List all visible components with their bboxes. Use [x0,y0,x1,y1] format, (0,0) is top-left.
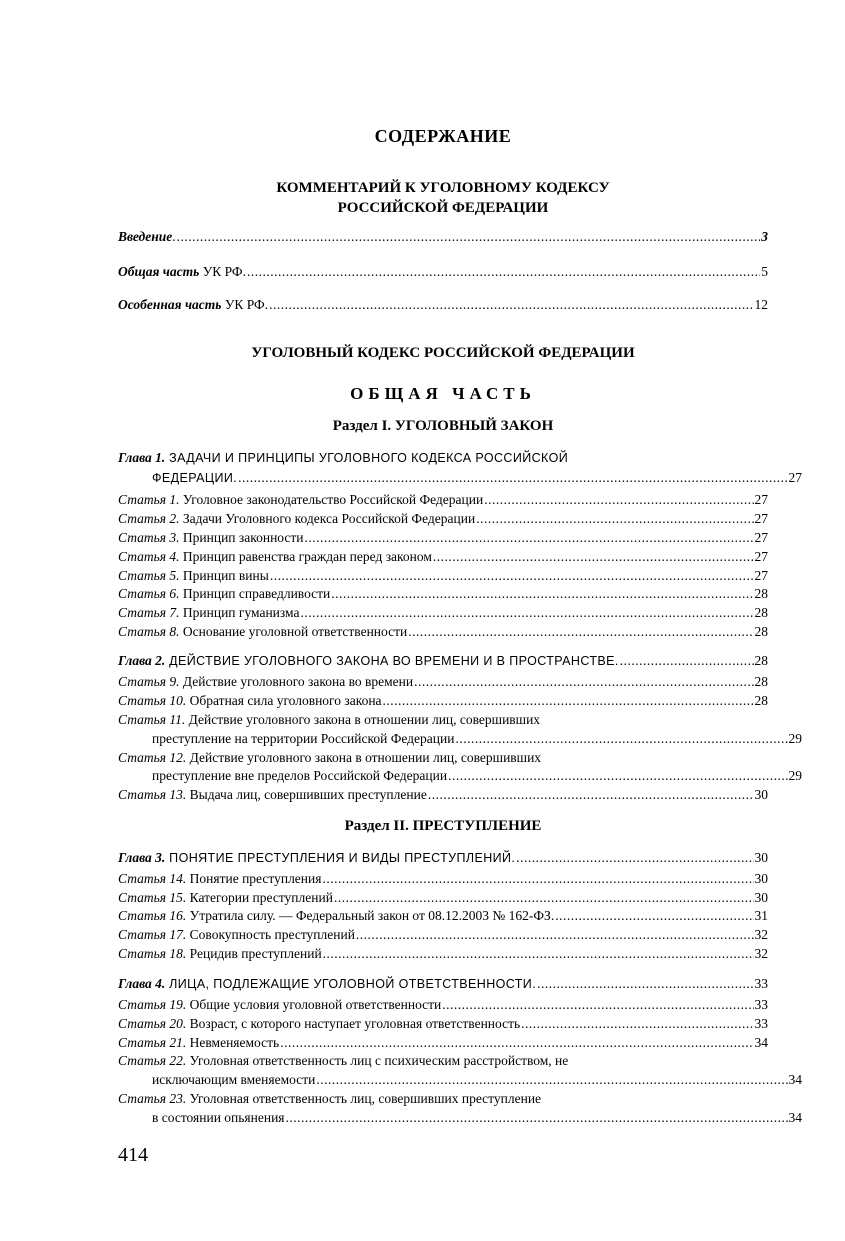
page-number: 414 [118,1144,148,1166]
leader-dots [270,567,754,585]
toc-page-number: 29 [788,768,802,783]
toc-page-number: 27 [754,568,768,583]
toc-page-number: 27 [754,511,768,526]
article-20[interactable] [118,1015,768,1033]
article-6[interactable] [118,585,768,603]
chapter-title: ЛИЦА, ПОДЛЕЖАЩИЕ УГОЛОВНОЙ ОТВЕТСТВЕННОСТИ. [165,977,537,991]
toc-page-number: 33 [754,1016,768,1031]
article-title: Категории преступлений [186,890,333,905]
article-title: Принцип равенства граждан перед законом [179,549,432,564]
toc-entry-introduction[interactable] [118,228,768,246]
article-label: Статья 18. [118,946,187,961]
article-9[interactable] [118,673,768,691]
article-title: Действие уголовного закона в отношении лиц, совершивших [185,712,541,727]
toc-page-number: 34 [788,1110,802,1125]
leader-dots [247,263,760,281]
leader-dots [521,1015,753,1033]
article-23-cont[interactable] [118,1109,802,1127]
toc-entry-label: Общая часть [118,264,200,279]
section-1-title: Раздел I. УГОЛОВНЫЙ ЗАКОН [332,418,554,434]
toc-page-number: 27 [788,470,802,485]
toc-page-number: 30 [754,787,768,802]
article-title: Возраст, с которого наступает уголовная ответственность [186,1016,521,1031]
toc-entry-general-part[interactable] [118,263,768,281]
toc-entry-suffix: УК РФ. [221,297,269,312]
toc-page-number: 27 [754,492,768,507]
toc-page-number: 27 [754,530,768,545]
leader-dots [537,975,753,993]
leader-dots [516,849,753,867]
article-12[interactable] [118,749,541,767]
article-title: Действие уголовного закона в отношении лиц, совершивших [186,750,542,765]
toc-page-number: 33 [754,997,768,1012]
toc-entry-suffix: УК РФ. [199,264,246,279]
article-label: Статья 10. [118,693,187,708]
article-title-cont: преступление вне пределов Российской Федерации [152,768,448,783]
article-label: Статья 5. [118,568,180,583]
toc-page-number: 29 [788,731,802,746]
leader-dots [484,491,753,509]
leader-dots [316,1071,787,1089]
article-22-cont[interactable] [118,1071,802,1089]
article-title: Утратила силу. — Федеральный закон от 08.12.2003 № 162-ФЗ. [186,908,555,923]
toc-page-number: 28 [754,653,768,668]
article-7[interactable] [118,604,768,622]
toc-page-number: 3 [761,229,768,244]
leader-dots [408,623,753,641]
article-label: Статья 4. [118,549,180,564]
toc-page-number: 28 [754,605,768,620]
code-title: УГОЛОВНЫЙ КОДЕКС РОССИЙСКОЙ ФЕДЕРАЦИИ [251,345,635,361]
article-10[interactable] [118,692,768,710]
leader-dots [455,730,787,748]
article-18[interactable] [118,945,768,963]
part-title: ОБЩАЯ ЧАСТЬ [350,384,536,403]
toc-page-number: 33 [754,976,768,991]
article-label: Статья 8. [118,624,180,639]
article-17[interactable] [118,926,768,944]
article-label: Статья 12. [118,750,187,765]
leader-dots [305,529,754,547]
chapter-1-heading[interactable] [118,449,568,467]
chapter-title: ЗАДАЧИ И ПРИНЦИПЫ УГОЛОВНОГО КОДЕКСА РОССИЙСКОЙ [165,451,569,465]
article-8[interactable] [118,623,768,641]
toc-page-number: 30 [754,850,768,865]
chapter-title: ПОНЯТИЕ ПРЕСТУПЛЕНИЯ И ВИДЫ ПРЕСТУПЛЕНИЙ. [165,851,516,865]
toc-page-number: 28 [754,674,768,689]
chapter-label: Глава 4. [118,976,166,991]
leader-dots [356,926,754,944]
leader-dots [433,548,754,566]
article-title: Принцип законности [179,530,304,545]
leader-dots [383,692,754,710]
commentary-heading-line2: РОССИЙСКОЙ ФЕДЕРАЦИИ [337,200,549,216]
toc-entry-suffix: . [172,229,176,244]
article-16[interactable] [118,907,768,925]
leader-dots [442,996,753,1014]
article-label: Статья 7. [118,605,180,620]
toc-entry-label: Введение [118,229,173,244]
article-5[interactable] [118,567,768,585]
chapter-title: ДЕЙСТВИЕ УГОЛОВНОГО ЗАКОНА ВО ВРЕМЕНИ И В ПРОСТРАНСТВЕ. [165,654,619,668]
article-label: Статья 13. [118,787,187,802]
chapter-label: Глава 2. [118,653,166,668]
article-23[interactable] [118,1090,541,1108]
article-label: Статья 3. [118,530,180,545]
toc-page-number: 12 [754,297,768,312]
article-title: Основание уголовной ответственности [179,624,408,639]
article-title: Выдача лиц, совершивших преступление [186,787,427,802]
leader-dots [334,889,754,907]
article-title: Уголовная ответственность лиц с психическим расстройством, не [186,1053,569,1068]
article-label: Статья 14. [118,871,187,886]
leader-dots [280,1034,753,1052]
article-title: Общие условия уголовной ответственности [186,997,442,1012]
leader-dots [238,469,787,487]
article-title: Понятие преступления [186,871,322,886]
commentary-heading-line1: КОММЕНТАРИЙ К УГОЛОВНОМУ КОДЕКСУ [276,180,610,196]
article-label: Статья 1. [118,492,180,507]
article-title: Рецидив преступлений [186,946,322,961]
leader-dots [448,767,787,785]
toc-page-number: 32 [754,946,768,961]
article-label: Статья 15. [118,890,187,905]
article-title: Задачи Уголовного кодекса Российской Федерации [179,511,476,526]
leader-dots [620,652,754,670]
chapter-label: Глава 3. [118,850,166,865]
article-13[interactable] [118,786,768,804]
chapter-2-heading[interactable] [118,652,768,670]
chapter-label: Глава 1. [118,450,166,465]
article-21[interactable] [118,1034,768,1052]
article-1[interactable] [118,491,768,509]
article-title-cont: в состоянии опьянения [152,1110,285,1125]
leader-dots [476,510,753,528]
toc-page-number: 34 [788,1072,802,1087]
toc-page-number: 28 [754,624,768,639]
leader-dots [323,945,754,963]
chapter-4-heading[interactable] [118,975,768,993]
article-2[interactable] [118,510,768,528]
article-label: Статья 22. [118,1053,187,1068]
article-12-cont[interactable] [118,767,802,785]
page-title: СОДЕРЖАНИЕ [374,126,512,146]
toc-page-number: 31 [754,908,768,923]
article-4[interactable] [118,548,768,566]
section-2-title: Раздел II. ПРЕСТУПЛЕНИЕ [344,818,542,834]
article-label: Статья 21. [118,1035,187,1050]
article-label: Статья 17. [118,927,187,942]
toc-page-number: 34 [754,1035,768,1050]
leader-dots [177,228,761,246]
chapter-1-heading-cont[interactable] [118,469,802,487]
leader-dots [555,907,753,925]
article-19[interactable] [118,996,768,1014]
chapter-3-heading[interactable] [118,849,768,867]
article-label: Статья 6. [118,586,180,601]
toc-page-number: 27 [754,549,768,564]
article-title: Совокупность преступлений [186,927,355,942]
article-label: Статья 11. [118,712,186,727]
leader-dots [414,673,753,691]
toc-page-number: 5 [761,264,768,279]
toc-page-number: 28 [754,693,768,708]
article-title: Принцип справедливости [179,586,331,601]
article-label: Статья 16. [118,908,187,923]
article-title: Уголовное законодательство Российской Федерации [179,492,484,507]
article-11-cont[interactable] [118,730,802,748]
chapter-title-cont: ФЕДЕРАЦИИ. [152,471,238,485]
article-title: Действие уголовного закона во времени [179,674,414,689]
article-label: Статья 20. [118,1016,187,1031]
leader-dots [322,870,753,888]
article-label: Статья 2. [118,511,180,526]
article-label: Статья 9. [118,674,180,689]
toc-page-number: 28 [754,586,768,601]
article-label: Статья 23. [118,1091,187,1106]
commentary-heading [118,178,768,218]
article-3[interactable] [118,529,768,547]
article-label: Статья 19. [118,997,187,1012]
article-title: Невменяемость [186,1035,280,1050]
leader-dots [301,604,754,622]
article-title: Принцип гуманизма [179,605,300,620]
article-14[interactable] [118,870,768,888]
leader-dots [428,786,754,804]
article-11[interactable] [118,711,540,729]
article-title: Обратная сила уголовного закона [186,693,382,708]
toc-page-number: 30 [754,871,768,886]
article-title: Принцип вины [179,568,269,583]
toc-page-number: 30 [754,890,768,905]
leader-dots [286,1109,788,1127]
article-title: Уголовная ответственность лиц, совершивших преступление [186,1091,542,1106]
toc-entry-label: Особенная часть [118,297,222,312]
article-title-cont: исключающим вменяемости [152,1072,316,1087]
toc-entry-special-part[interactable] [118,296,768,314]
article-15[interactable] [118,889,768,907]
article-22[interactable] [118,1052,568,1070]
toc-page-number: 32 [754,927,768,942]
leader-dots [269,296,753,314]
article-title-cont: преступление на территории Российской Федерации [152,731,455,746]
leader-dots [331,585,753,603]
